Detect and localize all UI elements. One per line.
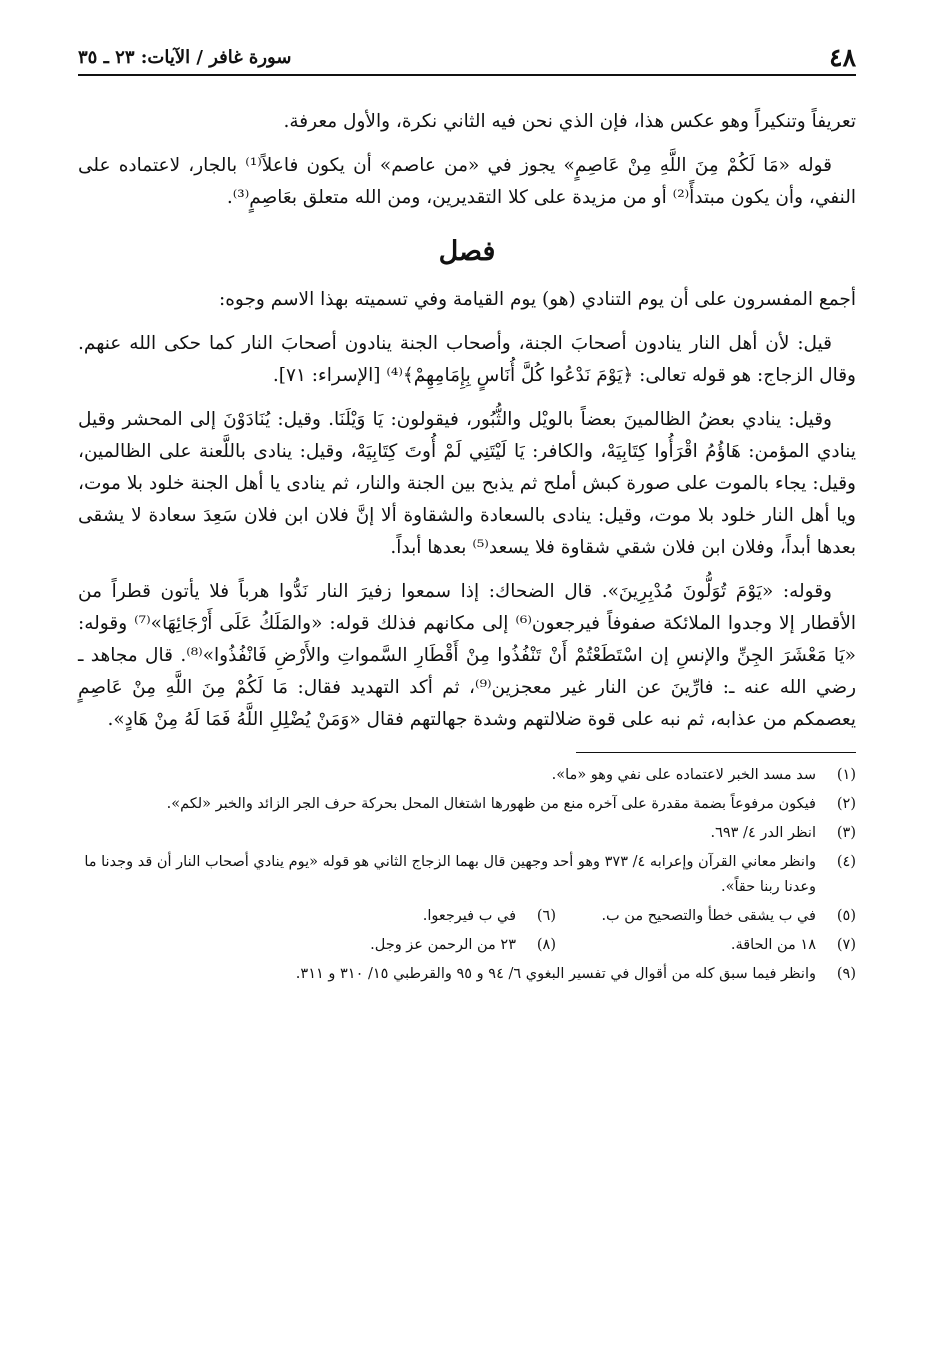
book-page (78, 30, 856, 1343)
footnote (556, 904, 856, 929)
footnote (256, 933, 556, 958)
footnote-row (78, 933, 856, 958)
footnotes (78, 763, 856, 987)
footnote (78, 763, 856, 788)
paragraph-6: وقوله: «يَوْمَ تُوَلُّونَ مُدْبِرِينَ». قال الضحاك: إذا سمعوا زفيرَ النار نَدُّوا هرباً فلا يأتون قطراً من الأقطار إلا وجدوا الملائكة صفوفاً فيرجعون⁽⁶⁾ إلى مكانهم فذلك قوله: «والمَلَكُ عَلَى أَرْجَائِهَا»⁽⁷⁾ وقوله: «يَا مَعْشَرَ الجِنِّ والإنسِ إن اسْتَطَعْتُمْ أَنْ تَنْفُذُوا مِنْ أَقْطَارِ السَّمواتِ والأَرْضِ فَانْفُذُوا»⁽⁸⁾. قال مجاهد ـ رضي الله عنه ـ: فارِّينَ عن النار غير معجزين⁽⁹⁾، ثم أكد التهديد فقال: مَا لَكُمْ مِنَ اللَّهِ مِنْ عَاصِمٍ يعصمكم من عذابه، ثم نبه على قوة ضلالتهم وشدة جهالتهم فقال «وَمَنْ يُضْلِلِ اللَّهُ فَمَا لَهُ مِنْ هَادٍ». (78, 581, 857, 730)
paragraph-4: قيل: لأن أهل النار ينادون أصحابَ الجنة، وأصحاب الجنة ينادون أصحابَ النار كما حكى الله عنهم. وقال الزجاج: هو قوله تعالى: ﴿يَوْمَ نَدْعُوا كُلَّ أُنَاسٍ بِإِمَامِهِمْ﴾⁽⁴⁾ [الإسراء: ٧١]. (78, 333, 856, 386)
footnote-text: سد مسد الخبر لاعتماده على نفي وهو «ما». (551, 767, 816, 783)
paragraph-2: قوله «مَا لَكُمْ مِنَ اللَّهِ مِنْ عَاصِمٍ» يجوز في «من عاصم» أن يكون فاعلاً⁽¹⁾ بالجار، لاعتماده على النفي، وأن يكون مبتدأً⁽²⁾ أو من مزيدة على كلا التقديرين، ومن الله متعلق بعَاصِمٍ⁽³⁾. (78, 155, 856, 208)
footnote (556, 933, 856, 958)
page-header (78, 30, 856, 76)
footnote (78, 792, 856, 817)
footnote-number: (١) (836, 767, 856, 783)
footnote-text: ١٨ من الحاقة. (730, 937, 816, 953)
footnote-number: (٥) (836, 908, 856, 924)
section-heading: فصل (438, 236, 496, 267)
paragraph-5: وقيل: ينادي بعضُ الظالمينَ بعضاً بالويْل والثُّبُور، فيقولون: يَا وَيْلَنَا. وقيل: يُنَادَوْنَ إلى المحشر وقيل ينادي المؤمن: هَاؤُمُ اقْرَأُوا كِتَابِيَهْ، والكافر: يَا لَيْتَنِي لَمْ أُوتَ كِتَابِيَهْ، وقيل: ينادى باللَّعنة على الظالمين، وقيل: يجاء بالموت على صورة كبش أملح ثم يذبح بين الجنة والنار، ثم ينادى يا أهل الجنة خلود بلا موت، ويا أهل النار خلود بلا موت، وقيل: ينادى بالسعادة والشقاوة ألا إنَّ فلان ابن فلان سَعِدَ سعادة لا يشقى بعدها أبداً، وفلان ابن فلان شقي شقاوة فلا يسعد⁽⁵⁾ بعدها أبداً. (78, 409, 856, 558)
paragraph-1: تعريفاً وتنكيراً وهو عكس هذا، فإن الذي نحن فيه الثاني نكرة، والأول معرفة. (283, 111, 856, 132)
footnote-number: (٤) (836, 854, 856, 870)
footnote-text: فيكون مرفوعاً بضمة مقدرة على آخره منع من ظهورها اشتغال المحل بحركة حرف الجر الزائد والخبر «لكم». (166, 796, 816, 812)
footnote-number: (٢) (836, 796, 856, 812)
footnote (256, 904, 556, 929)
footnote-text: في ب يشقى خطأ والتصحيح من ب. (601, 908, 816, 924)
footnote-text: في ب فيرجعوا. (422, 908, 516, 924)
footnote-text: وانظر فيما سبق كله من أقوال في تفسير البغوي ٦/ ٩٤ و ٩٥ والقرطبي ١٥/ ٣١٠ و ٣١١. (295, 966, 816, 982)
page-number: ٤٨ (829, 43, 856, 72)
footnote-number: (٩) (836, 966, 856, 982)
footnote-number: (٨) (536, 937, 556, 953)
footnote-number: (٦) (536, 908, 556, 924)
footnote-separator (576, 752, 856, 753)
footnote-text: ٢٣ من الرحمن عز وجل. (370, 937, 516, 953)
footnote-text: وانظر معاني القرآن وإعرابه ٤/ ٣٧٣ وهو أحد وجهين قال بهما الزجاج الثاني هو قوله «يوم ينادي أصحاب النار أن قد وجدنا ما وعدنا ربنا حقاً». (84, 854, 816, 895)
footnote (78, 962, 856, 987)
footnote (78, 821, 856, 846)
paragraph-3: أجمع المفسرون على أن يوم التنادي (هو) يوم القيامة وفي تسميته بهذا الاسم وجوه: (219, 289, 856, 310)
footnote (78, 850, 856, 900)
footnote-number: (٣) (836, 825, 856, 841)
footnote-row (78, 904, 856, 929)
footnote-number: (٧) (836, 937, 856, 953)
footnote-text: انظر الدر ٤/ ٦٩٣. (710, 825, 816, 841)
running-title: سورة غافر / الآيات: ٢٣ ـ ٣٥ (78, 47, 292, 68)
main-text (78, 106, 856, 736)
